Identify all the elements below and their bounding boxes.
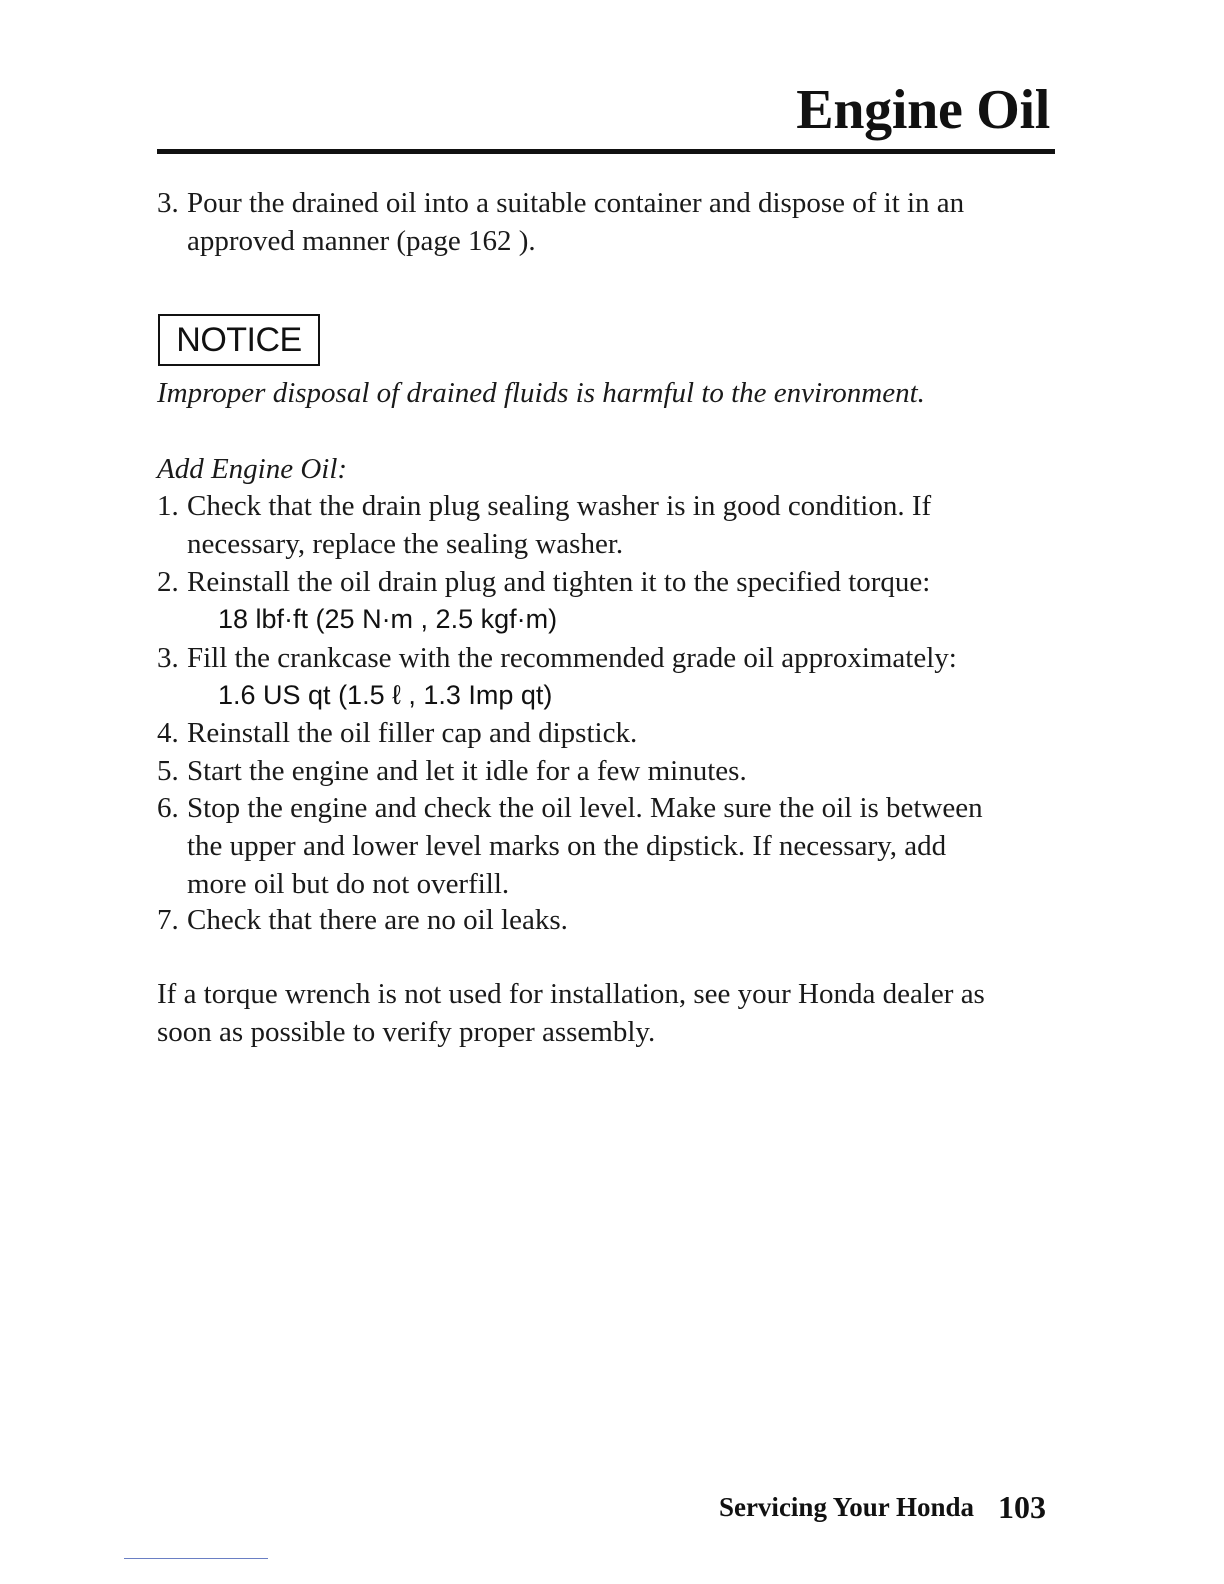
step-number: 3.	[157, 642, 179, 674]
notice-label: NOTICE	[158, 314, 320, 366]
step-line: Check that there are no oil leaks.	[187, 904, 568, 936]
add-oil-heading: Add Engine Oil:	[157, 453, 348, 485]
torque-spec: 18 lbf·ft (25 N·m , 2.5 kgf·m)	[218, 604, 558, 634]
closing-paragraph	[157, 975, 1057, 1051]
add-oil-step-1	[157, 487, 1037, 563]
footer-section-title: Servicing Your Honda	[718, 1492, 974, 1522]
intro-step	[157, 184, 1037, 260]
step-number: 5.	[157, 755, 179, 787]
closing-line: If a torque wrench is not used for installation, see your Honda dealer as	[157, 978, 985, 1010]
intro-step-line2: approved manner (page 162 ).	[187, 225, 536, 257]
add-oil-step-2	[157, 563, 1037, 601]
closing-line: soon as possible to verify proper assembly.	[157, 1016, 656, 1048]
page-title: Engine Oil	[796, 79, 1050, 141]
add-oil-step-4	[157, 714, 1037, 752]
intro-step-line1: Pour the drained oil into a suitable container and dispose of it in an	[187, 187, 965, 219]
step-line: Stop the engine and check the oil level. Make sure the oil is between	[187, 792, 983, 824]
step-line: necessary, replace the sealing washer.	[187, 528, 624, 560]
add-oil-step-5	[157, 752, 1037, 790]
add-oil-step-6	[157, 789, 1037, 903]
step-line: Reinstall the oil filler cap and dipstick.	[187, 717, 638, 749]
step-line: more oil but do not overfill.	[187, 868, 510, 900]
step-line: the upper and lower level marks on the dipstick. If necessary, add	[187, 830, 947, 862]
step-line: Check that the drain plug sealing washer is in good condition. If	[187, 490, 932, 522]
page-number: 103	[998, 1489, 1046, 1525]
step-line: Start the engine and let it idle for a few minutes.	[187, 755, 747, 787]
step-number: 4.	[157, 717, 179, 749]
oil-capacity-spec: 1.6 US qt (1.5 ℓ , 1.3 Imp qt)	[218, 680, 553, 710]
title-rule	[157, 149, 1055, 154]
step-number: 1.	[157, 490, 179, 522]
bottom-divider	[124, 1558, 268, 1559]
intro-step-number: 3.	[157, 187, 179, 219]
step-line: Fill the crankcase with the recommended grade oil approximately:	[187, 642, 957, 674]
add-oil-step-7	[157, 901, 1037, 939]
step-number: 7.	[157, 904, 179, 936]
step-number: 6.	[157, 792, 179, 824]
notice-text: Improper disposal of drained fluids is harmful to the environment.	[157, 377, 925, 409]
step-line: Reinstall the oil drain plug and tighten it to the specified torque:	[187, 566, 931, 598]
add-oil-step-3	[157, 639, 1037, 677]
step-number: 2.	[157, 566, 179, 598]
